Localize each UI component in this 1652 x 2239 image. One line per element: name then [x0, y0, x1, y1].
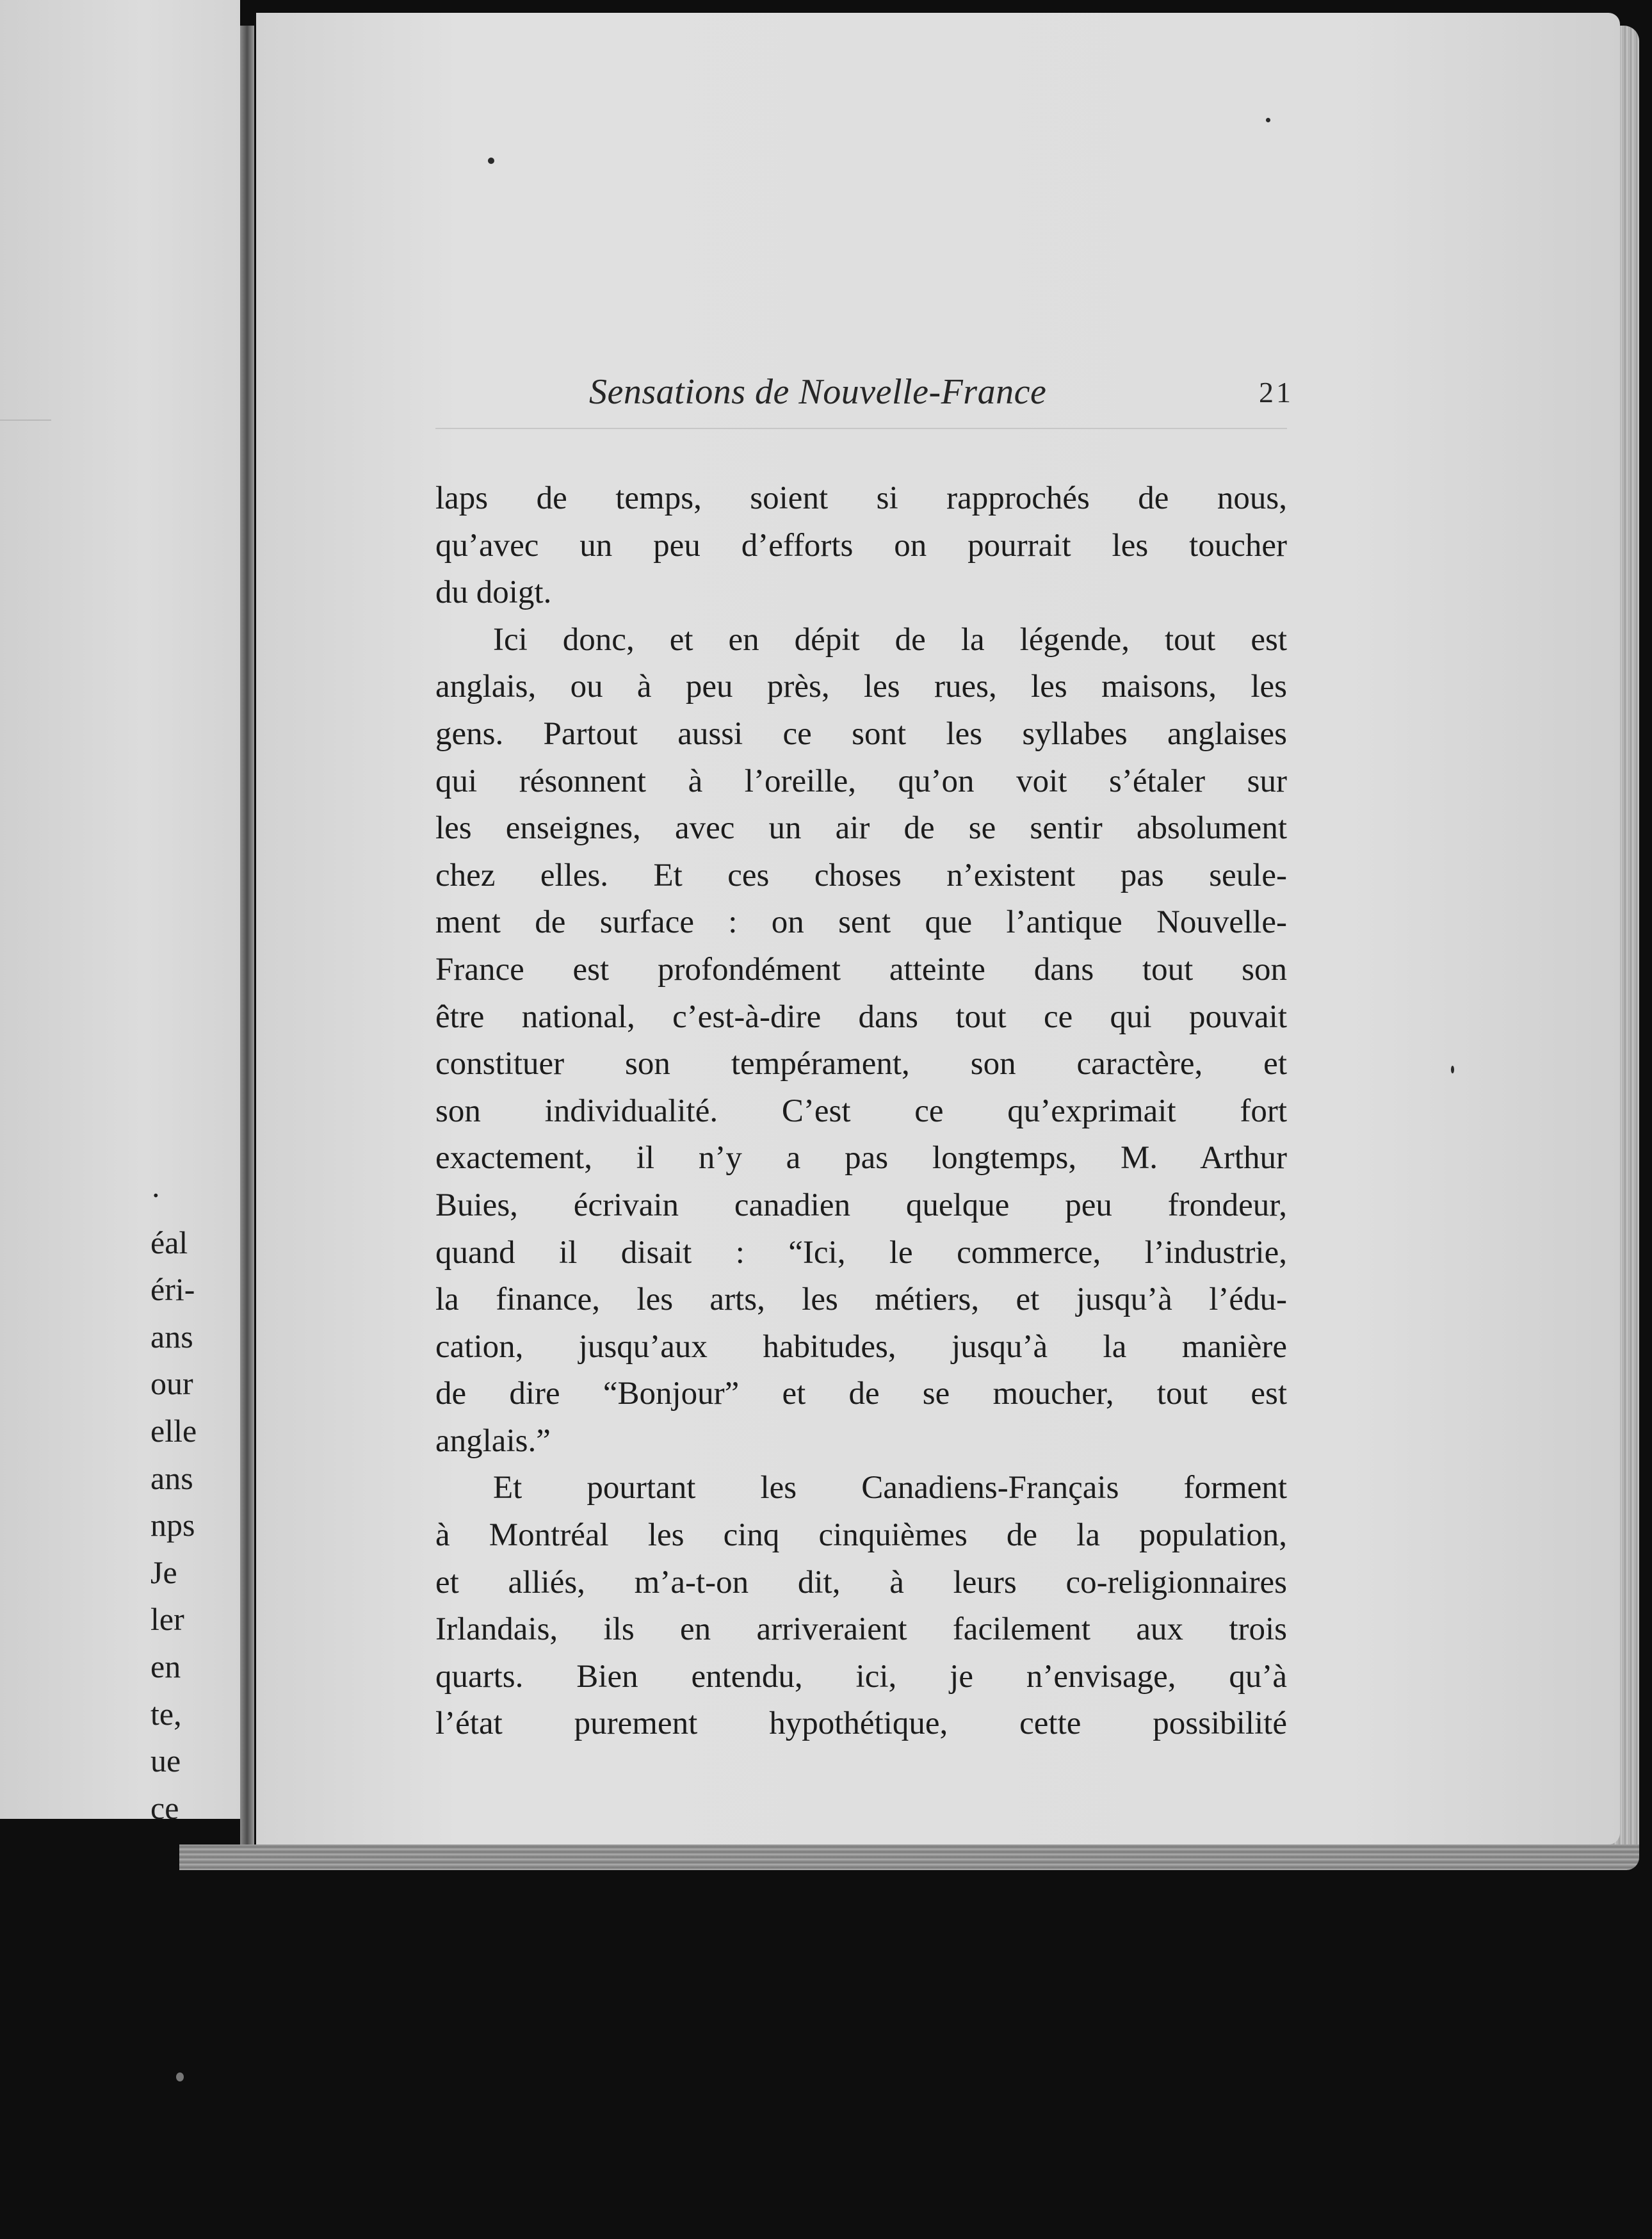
- running-title: Sensations de Nouvelle-France: [589, 372, 1047, 412]
- text-line: Et pourtant les Canadiens-Français forment: [493, 1470, 1287, 1506]
- text-line: chez elles. Et ces choses n’existent pas seule-: [435, 857, 1287, 893]
- left-edge-fragment: elle: [150, 1412, 197, 1449]
- text-line: anglais.”: [435, 1422, 551, 1459]
- left-edge-fragment: ue: [150, 1743, 181, 1779]
- left-edge-fragment: te,: [150, 1695, 182, 1732]
- left-page: [0, 0, 240, 1826]
- left-edge-fragment: en: [150, 1648, 181, 1684]
- text-line: Buies, écrivain canadien quelque peu frondeur,: [435, 1187, 1287, 1223]
- text-line: anglais, ou à peu près, les rues, les maisons, les: [435, 669, 1287, 705]
- page-number: 21: [1259, 376, 1293, 409]
- left-edge-fragment: Je: [150, 1554, 177, 1590]
- text-line: son individualité. C’est ce qu’exprimait fort: [435, 1093, 1287, 1129]
- text-line: être national, c’est-à-dire dans tout ce qui pouvait: [435, 998, 1287, 1035]
- text-line: ment de surface : on sent que l’antique Nouvelle-: [435, 904, 1287, 941]
- left-edge-fragment: ans: [150, 1460, 193, 1496]
- left-edge-fragment: éal: [150, 1224, 188, 1260]
- paper-speck: [1266, 118, 1270, 122]
- text-line: cation, jusqu’aux habitudes, jusqu’à la manière: [435, 1328, 1287, 1365]
- text-line: l’état purement hypothétique, cette possibilité: [435, 1706, 1287, 1742]
- text-line: quarts. Bien entendu, ici, je n’envisage, qu’à: [435, 1658, 1287, 1695]
- running-head: [435, 371, 1293, 423]
- left-edge-fragment: ce: [150, 1789, 179, 1826]
- body-text: [435, 475, 1287, 1748]
- text-line: exactement, il n’y a pas longtemps, M. Arthur: [435, 1140, 1287, 1176]
- page-stack-bottom: [179, 1844, 1639, 1870]
- book-gutter: [240, 26, 254, 1857]
- text-line: la finance, les arts, les métiers, et jusqu’à l’édu-: [435, 1282, 1287, 1318]
- header-rule: [435, 428, 1287, 429]
- left-edge-fragment: ans: [150, 1318, 193, 1355]
- text-line: de dire “Bonjour” et de se moucher, tout est: [435, 1376, 1287, 1412]
- left-page-rule: [0, 419, 51, 421]
- left-edge-fragment: ler: [150, 1601, 184, 1638]
- paper-speck: [488, 158, 494, 164]
- text-line: les enseignes, avec un air de se sentir absolument: [435, 810, 1287, 847]
- left-edge-fragment: éri-: [150, 1271, 195, 1308]
- text-line: laps de temps, soient si rapprochés de nous,: [435, 480, 1287, 516]
- text-line: et alliés, m’a-t-on dit, à leurs co-religionnaires: [435, 1564, 1287, 1600]
- text-line: à Montréal les cinq cinquièmes de la population,: [435, 1517, 1287, 1554]
- text-line: France est profondément atteinte dans tout son: [435, 951, 1287, 988]
- text-line: du doigt.: [435, 574, 552, 611]
- left-edge-fragment: our: [150, 1365, 193, 1402]
- text-line: gens. Partout aussi ce sont les syllabes anglaises: [435, 715, 1287, 752]
- text-line: Irlandais, ils en arriveraient facilement aux trois: [435, 1611, 1287, 1648]
- left-edge-fragment: ·: [150, 1177, 161, 1213]
- paper-speck: [176, 2072, 184, 2081]
- left-edge-fragment: nps: [150, 1507, 195, 1543]
- text-line: qui résonnent à l’oreille, qu’on voit s’étaler sur: [435, 763, 1287, 799]
- left-page-edge-text: [150, 1172, 240, 1832]
- text-line: constituer son tempérament, son caractère, et: [435, 1046, 1287, 1082]
- text-line: qu’avec un peu d’efforts on pourrait les toucher: [435, 527, 1287, 564]
- text-line: Ici donc, et en dépit de la légende, tout est: [493, 621, 1287, 658]
- paper-speck: [1451, 1066, 1454, 1073]
- text-line: quand il disait : “Ici, le commerce, l’industrie,: [435, 1234, 1287, 1271]
